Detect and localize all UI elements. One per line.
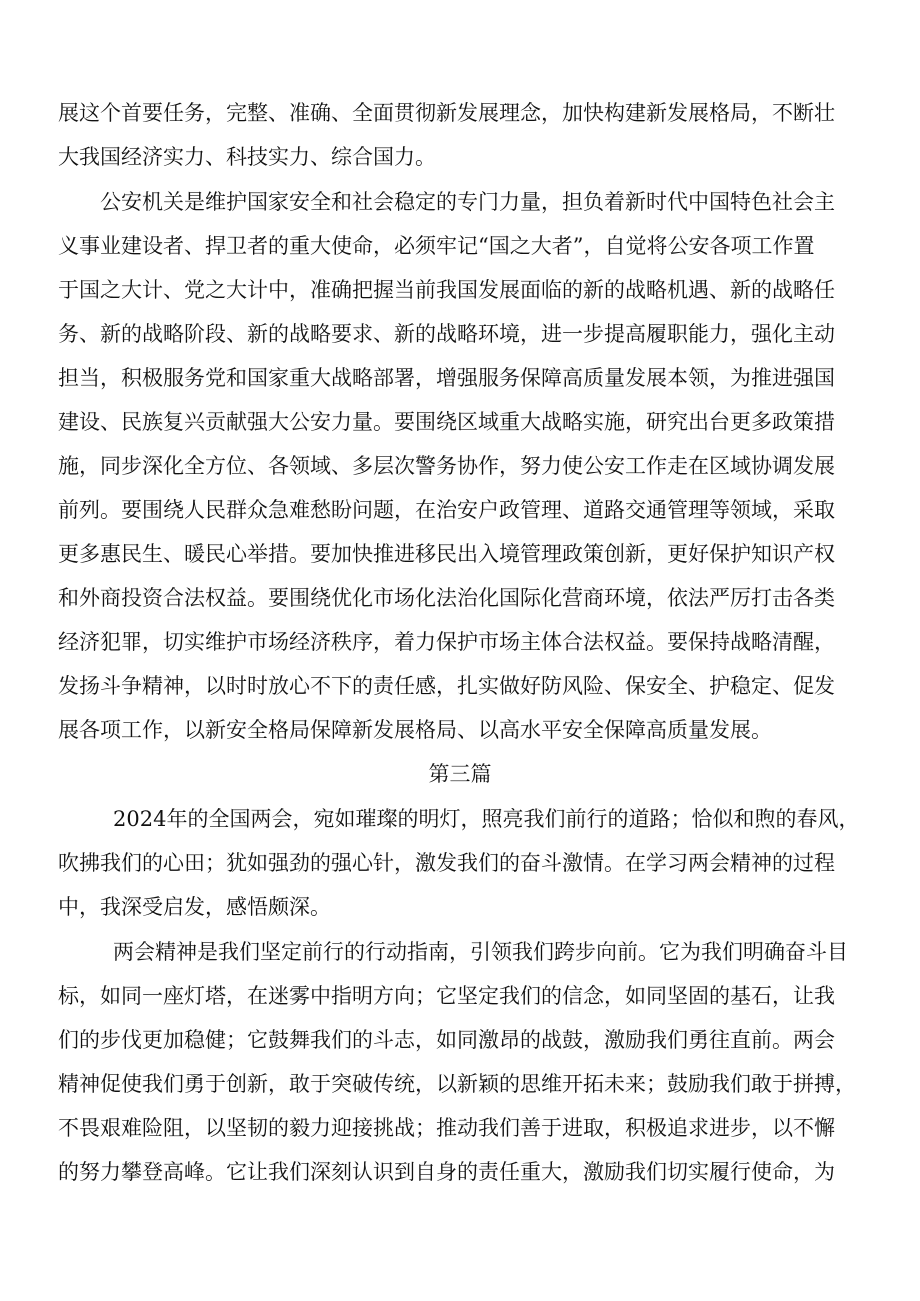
paragraph-line: 施，同步深化全方位、各领域、多层次警务协作，努力使公安工作走在区域协调发展 xyxy=(58,454,835,478)
paragraph-line: 标，如同一座灯塔，在迷雾中指明方向；它坚定我们的信念，如同坚固的基石，让我 xyxy=(58,984,835,1008)
paragraph-line: 于国之大计、党之大计中，准确把握当前我国发展面临的新的战略机遇、新的战略任 xyxy=(58,278,835,302)
paragraph-line: 2024年的全国两会，宛如璀璨的明灯，照亮我们前行的道路；恰似和煦的春风， xyxy=(113,807,860,831)
paragraph-line: 建设、民族复兴贡献强大公安力量。要围绕区域重大战略实施，研究出台更多政策措 xyxy=(58,410,835,434)
paragraph-line: 大我国经济实力、科技实力、综合国力。 xyxy=(58,145,436,169)
paragraph-line: 公安机关是维护国家安全和社会稳定的专门力量，担负着新时代中国特色社会主 xyxy=(100,190,835,214)
paragraph-line: 发扬斗争精神，以时时放心不下的责任感，扎实做好防风险、保安全、护稳定、促发 xyxy=(58,674,835,698)
paragraph-line: 更多惠民生、暖民心举措。要加快推进移民出入境管理政策创新，更好保护知识产权 xyxy=(58,542,835,566)
section-heading: 第三篇 xyxy=(428,762,492,786)
paragraph-line: 前列。要围绕人民群众急难愁盼问题，在治安户政管理、道路交通管理等领域，采取 xyxy=(58,498,835,522)
paragraph-line: 的努力攀登高峰。它让我们深刻认识到自身的责任重大，激励我们切实履行使命，为 xyxy=(58,1160,835,1184)
paragraph-line: 两会精神是我们坚定前行的行动指南，引领我们跨步向前。它为我们明确奋斗目 xyxy=(113,940,848,964)
paragraph-line: 和外商投资合法权益。要围绕优化市场化法治化国际化营商环境，依法严厉打击各类 xyxy=(58,586,835,610)
paragraph-line: 展各项工作，以新安全格局保障新发展格局、以高水平安全保障高质量发展。 xyxy=(58,718,772,742)
paragraph-line: 义事业建设者、捍卫者的重大使命，必须牢记“国之大者”，自觉将公安各项工作置 xyxy=(58,234,815,258)
paragraph-line: 中，我深受启发，感悟颇深。 xyxy=(58,895,331,919)
paragraph-line: 务、新的战略阶段、新的战略要求、新的战略环境，进一步提高履职能力，强化主动 xyxy=(58,322,835,346)
paragraph-line: 精神促使我们勇于创新，敢于突破传统，以新颖的思维开拓未来；鼓励我们敢于拼搏， xyxy=(58,1072,856,1096)
paragraph-line: 经济犯罪，切实维护市场经济秩序，着力保护市场主体合法权益。要保持战略清醒， xyxy=(58,630,835,654)
paragraph-line: 吹拂我们的心田；犹如强劲的强心针，激发我们的奋斗激情。在学习两会精神的过程 xyxy=(58,851,835,875)
paragraph-line: 担当，积极服务党和国家重大战略部署，增强服务保障高质量发展本领，为推进强国 xyxy=(58,366,835,390)
paragraph-line: 们的步伐更加稳健；它鼓舞我们的斗志，如同激昂的战鼓，激励我们勇往直前。两会 xyxy=(58,1028,835,1052)
paragraph-line: 展这个首要任务，完整、准确、全面贯彻新发展理念，加快构建新发展格局，不断壮 xyxy=(58,101,835,125)
paragraph-line: 不畏艰难险阻，以坚韧的毅力迎接挑战；推动我们善于进取，积极追求进步，以不懈 xyxy=(58,1116,835,1140)
